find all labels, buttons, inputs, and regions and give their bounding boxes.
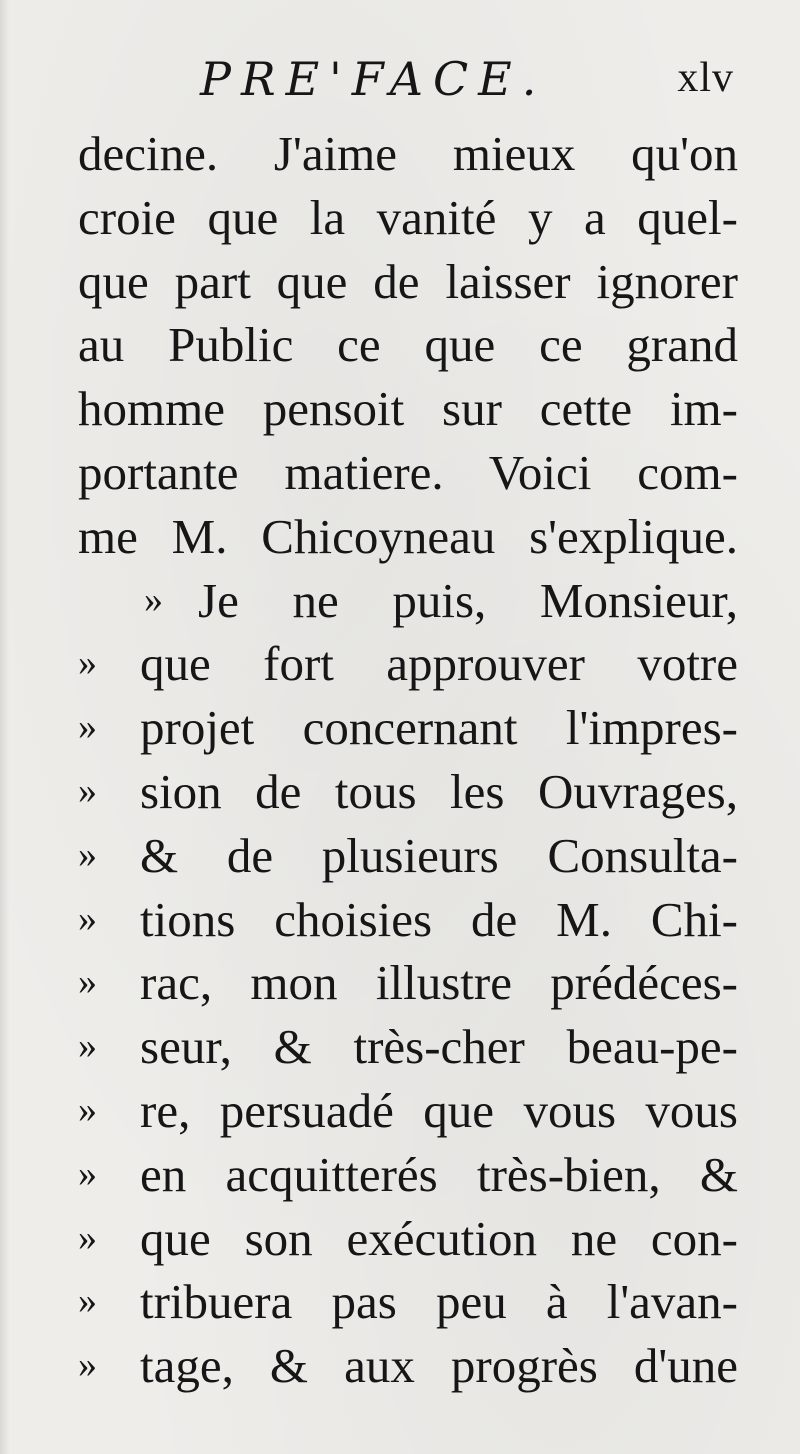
quotation-line: » tribuera pas peu à l'avan- xyxy=(78,1270,738,1334)
text-line: me M. Chicoyneau s'explique. xyxy=(78,508,738,564)
page-edge-shadow xyxy=(0,0,10,1454)
text-line: portante matiere. Voici com- xyxy=(78,444,738,500)
quotation-line: » que son exécution ne con- xyxy=(78,1207,738,1271)
quotation-line: » seur, & très-cher beau-pe- xyxy=(78,1015,738,1079)
quotation-line: » en acquitterés très-bien, & xyxy=(78,1143,738,1207)
page-number: xlv xyxy=(677,55,734,101)
text-line: croie que la vanité y a quel- xyxy=(78,189,738,245)
quote-mark: » xyxy=(78,1025,97,1068)
quote-mark: » xyxy=(78,1216,97,1259)
quote-mark: » xyxy=(144,578,163,621)
running-title: PRE'FACE. xyxy=(200,52,547,106)
quotation-line: » tions choisies de M. Chi- xyxy=(78,888,738,952)
quotation-line: » rac, mon illustre prédéces- xyxy=(78,951,738,1015)
quote-mark: » xyxy=(78,961,97,1004)
text-block xyxy=(78,122,738,1398)
quote-mark: » xyxy=(78,1280,97,1323)
text-line: au Public ce que ce grand xyxy=(78,317,738,373)
quotation-line: » tage, & aux progrès d'une xyxy=(78,1334,738,1398)
quote-mark: » xyxy=(78,1152,97,1195)
running-header xyxy=(200,52,734,112)
text-line: que part que de laisser ignorer xyxy=(78,253,738,309)
text-line: homme pensoit sur cette im- xyxy=(78,381,738,437)
quote-mark: » xyxy=(78,897,97,940)
quote-mark: » xyxy=(78,769,97,812)
quote-mark: » xyxy=(78,1088,97,1131)
quotation-line: » re, persuadé que vous vous xyxy=(78,1079,738,1143)
quote-mark: » xyxy=(78,1344,97,1387)
quotation-line: » & de plusieurs Consulta- xyxy=(78,824,738,888)
quote-mark: » xyxy=(78,642,97,685)
quote-mark: » xyxy=(78,706,97,749)
quote-mark: » xyxy=(78,833,97,876)
quotation-line: » Je ne puis, Monsieur, xyxy=(78,569,738,633)
quotation-line: » que fort approuver votre xyxy=(78,632,738,696)
quotation-line: » projet concernant l'impres- xyxy=(78,696,738,760)
quotation-line: » sion de tous les Ouvrages, xyxy=(78,760,738,824)
text-line: decine. J'aime mieux qu'on xyxy=(78,126,738,181)
